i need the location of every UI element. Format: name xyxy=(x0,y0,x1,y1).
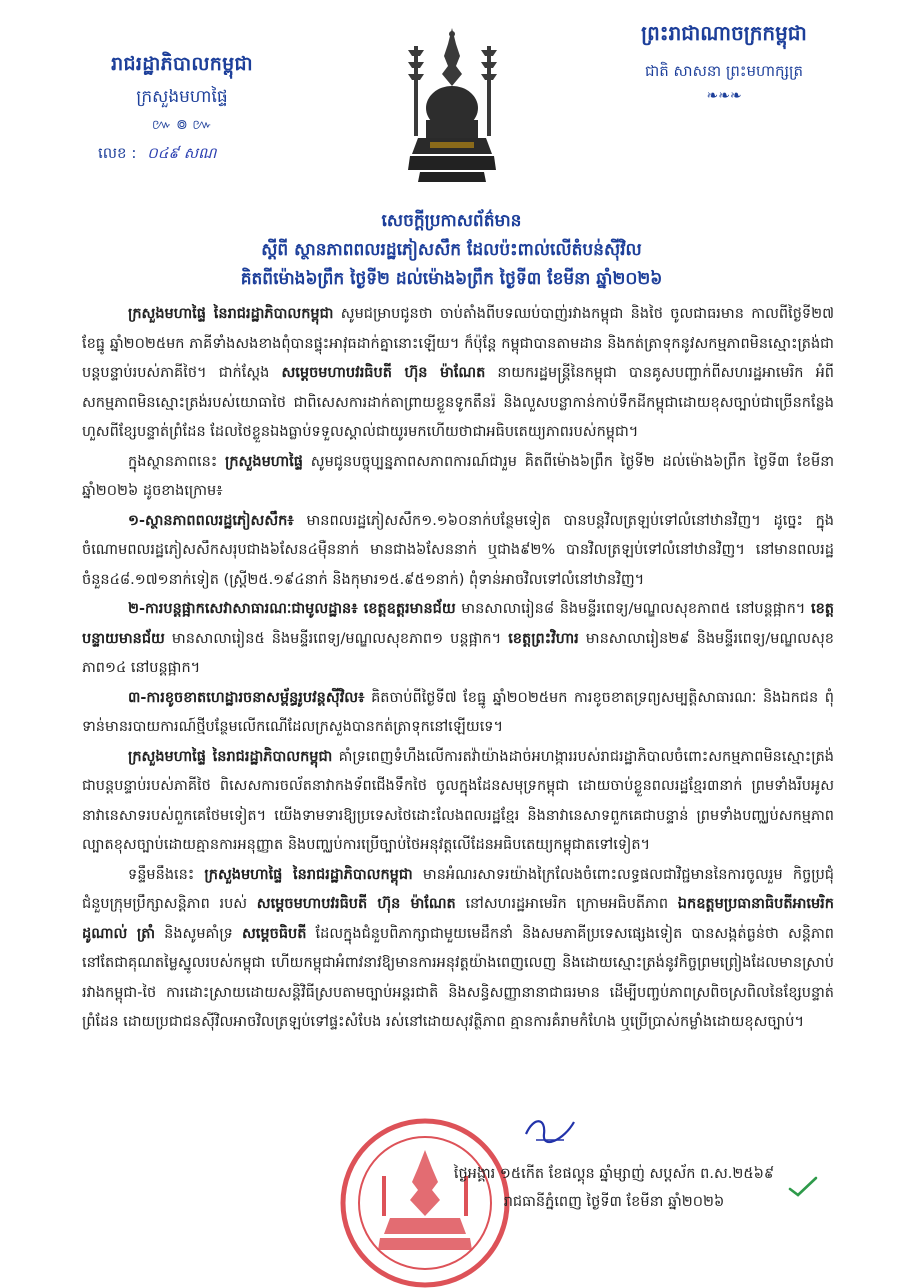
government-name: រាជរដ្ឋាភិបាលកម្ពុជា xyxy=(111,53,253,75)
paragraph-7-bold2: ក្រសួងមហាផ្ទៃ នៃរាជរដ្ឋាភិបាលកម្ពុជា xyxy=(204,866,413,883)
ministry-name: ក្រសួងមហាផ្ទៃ xyxy=(136,87,228,107)
paragraph-1-text: សូមជម្រាបជូនថា ចាប់តាំងពីបទឈប់បាញ់រវាងកម្ពុជា និងថៃ ចូលជាធរមាន កាលពីថ្ងៃទី២៧ ខែធ្នូ ឆ្នាំ២០២៥មក ភាគីទាំងសងខាងពុំបានផ្ទុះអាវុធដាក់គ្នានោះឡើយ។ ក៏ប៉ុន្តែ កម្ពុជាបានតាមដាន និងកត់ត្រាទុកនូវសកម្មភាពមិនស្មោះត្រង់ជាបន្តបន្ទាប់របស់ភាគីថៃ។ ជាក់ស្តែង xyxy=(82,306,834,381)
paragraph-6-lead: ក្រសួងមហាផ្ទៃ នៃរាជរដ្ឋាភិបាលកម្ពុជា xyxy=(128,748,333,765)
paragraph-2-bold: ក្រសួងមហាផ្ទៃ xyxy=(225,453,303,470)
paragraph-4-text3: មានសាលារៀន២៩ និងមន្ទីរពេទ្យ/មណ្ឌលសុខភាព១៤ នៅបន្តផ្អាក។ xyxy=(82,630,834,676)
paragraph-5-text: គិតចាប់ពីថ្ងៃទី៧ ខែធ្នូ ឆ្នាំ២០២៥មក ការខូចខាតទ្រព្យសម្បត្តិសាធារណៈ និងឯកជន ពុំទាន់មានរបាយការណ៍ថ្មីបន្ថែមលើកណើដែលក្រសួងបានកត់ត្រាទុកនៅឡើយទេ។ xyxy=(82,689,834,735)
paragraph-5 xyxy=(82,684,834,743)
paragraph-7-lead: ទន្ទឹមនឹងនេះ xyxy=(128,866,205,883)
solar-date: រាជធានីភ្នំពេញ ថ្ងៃទី៣ ខែមីនា ឆ្នាំ២០២៦ xyxy=(503,1194,725,1210)
document-body xyxy=(82,300,834,1038)
motto-ornament: ❧❧❧ xyxy=(706,88,742,104)
paragraph-4-text: មានសាលារៀន៨ និងមន្ទីរពេទ្យ/មណ្ឌលសុខភាព៥ នៅបន្តផ្អាក។ xyxy=(455,601,811,617)
title-line-2: ស្តីពី ស្ថានភាពពលរដ្ឋភៀសសឹក ដែលប៉ះពាល់លើតំបន់ស៊ីវិល xyxy=(261,240,642,260)
paragraph-2-lead: ក្នុងស្ថានភាពនេះ xyxy=(128,453,226,470)
paragraph-4 xyxy=(82,595,834,684)
paragraph-7-bold5: សម្តេចធិបតី xyxy=(242,925,307,942)
paragraph-7-text4: ដែលក្នុងជំនួបពិភាក្សាជាមួយមេដឹកនាំ និងសមភាគីប្រទេសផ្សេងទៀត បានសង្កត់ធ្ងន់ថា សន្តិភាពនៅតែជាគុណតម្លៃស្នូលរបស់កម្ពុជា ហើយកម្ពុជាអំពាវនាវឱ្យមានការអនុវត្តយ៉ាងពេញលេញ និងដោយស្មោះត្រង់នូវកិច្ចព្រមព្រៀងដែលមានស្រាប់រវាងកម្ពុជា-ថៃ ការដោះស្រាយដោយសន្តិវិធីស្របតាមច្បាប់អន្តរជាតិ និងសន្ធិសញ្ញានានាជាធរមាន ដើម្បីបញ្ចប់ភាពស្រពិចស្រពិលនៃខ្សែបន្ទាត់ព្រំដែន ដោយប្រជាជនស៊ីវិលអាចវិលត្រឡប់ទៅផ្ទះសំបែង រស់នៅដោយសុវត្ថិភាព គ្មានការគំរាមកំហែង ឬប្រើប្រាស់កម្លាំងដោយខុសច្បាប់។ xyxy=(82,925,834,1030)
header-right xyxy=(589,20,859,104)
paragraph-2 xyxy=(82,448,834,507)
reference-number xyxy=(82,144,282,166)
title-line-3: គិតពីម៉ោង៦ព្រឹក ថ្ងៃទី២ ដល់ម៉ោង៦ព្រឹក ថ្ងៃទី៣ ខែមីនា ឆ្នាំ២០២៦ xyxy=(240,269,663,289)
paragraph-7-text2: នៅសហរដ្ឋអាមេរិក ក្រោមអធិបតីភាព xyxy=(455,896,678,912)
paragraph-2-text: សូមជូនបច្ចុប្បន្នភាពសភាពការណ៍ជារួម គិតពីម៉ោង៦ព្រឹក ថ្ងៃទី២ ដល់ម៉ោង៦ព្រឹក ថ្ងៃទី៣ ខែមីនា ឆ្នាំ២០២៦ ដូចខាងក្រោម៖ xyxy=(82,453,834,499)
paragraph-3-lead: ១-ស្ថានភាពពលរដ្ឋភៀសសឹក៖ xyxy=(128,512,294,529)
paragraph-6 xyxy=(82,743,834,861)
paragraph-7-text: មានអំណរសាទរយ៉ាងក្រៃលែងចំពោះលទ្ធផលជាវិជ្ជមាននៃការចូលរួម កិច្ចប្រជុំជំនួបក្រុមប្រឹក្សាសន្តិភាព របស់ xyxy=(82,866,834,912)
paragraph-7 xyxy=(82,861,834,1038)
paragraph-4-text2: មានសាលារៀន៥ និងមន្ទីរពេទ្យ/មណ្ឌលសុខភាព១ បន្តផ្អាក។ xyxy=(164,630,509,647)
paragraph-5-lead: ៣-ការខូចខាតហេដ្ឋារចនាសម្ព័ន្ធរូបវន្តស៊ីវិល៖ xyxy=(128,689,365,706)
paragraph-7-bold4: ឯកឧត្តមប្រធានាធិបតីអាមេរិក ដូណាល់ ត្រាំ xyxy=(82,896,834,942)
check-mark-icon xyxy=(788,1175,818,1197)
closing-block xyxy=(404,1160,824,1216)
lunar-date: ថ្ងៃអង្គារ ១៥កើត ខែផល្គុន ឆ្នាំម្សាញ់ សប្តស័ក ព.ស.២៥៦៩ xyxy=(453,1166,775,1182)
royal-emblem-icon xyxy=(400,26,505,186)
paragraph-1-text2: នាយករដ្ឋមន្ត្រីនៃកម្ពុជា បានគូសបញ្ជាក់ពីសហរដ្ឋអាមេរិក អំពីសកម្មភាពមិនស្មោះត្រង់របស់យោធាថៃ ជាពិសេសការដាក់តាព្រាយខ្លួនទូកតឹនរ៉ និងលួសបន្លាកាន់កាប់ទឹកដីកម្ពុជាដោយខុសច្បាប់ជាច្រើនកន្លែង ហួសពីខ្សែបន្ទាត់ព្រំដែន ដែលថៃខ្លួនឯងធ្លាប់ទទួលស្គាល់ជាយូរមកហើយថាជាអធិបតេយ្យភាពរបស់កម្ពុជា។ xyxy=(82,365,834,440)
paragraph-4-bold3: ខេត្តព្រះវិហារ xyxy=(508,630,579,647)
national-motto: ជាតិ សាសនា ព្រះមហាក្សត្រ xyxy=(644,62,804,80)
paragraph-3-text: មានពលរដ្ឋភៀសសឹក១.១៦០នាក់បន្ថែមទៀត បានបន្តវិលត្រឡប់ទៅលំនៅឋានវិញ។ ដូច្នេះ ក្នុងចំណោមពលរដ្ឋភៀសសឹកសរុបជាង៦សែន៤ម៉ឺននាក់ មានជាង៦សែននាក់ ឬជាង៩២% បានវិលត្រឡប់ទៅលំនៅឋានវិញ។ នៅមានពលរដ្ឋចំនួន៤៨.១៧១នាក់ទៀត (ស្ត្រី២៥.១៩៤នាក់ និងកុមារ១៥.៩៥១នាក់) ពុំទាន់អាចវិលទៅលំនៅឋានវិញ។ xyxy=(82,512,834,588)
ref-label: លេខ : xyxy=(98,144,137,162)
paragraph-1-lead: ក្រសួងមហាផ្ទៃ នៃរាជរដ្ឋាភិបាលកម្ពុជា xyxy=(128,306,334,322)
signature-mark xyxy=(520,1110,580,1150)
title-line-1: សេចក្តីប្រកាសព័ត៌មាន xyxy=(381,211,522,231)
header-left xyxy=(82,52,282,166)
paragraph-7-bold3: សម្តេចមហាបវរធិបតី ហ៊ុន ម៉ាណែត xyxy=(256,896,456,912)
paragraph-3 xyxy=(82,507,834,596)
paragraph-7-text3: និងសូមគាំទ្រ xyxy=(155,925,242,942)
header-ornament: ៚ ៙ ៚ xyxy=(151,117,213,133)
paragraph-1 xyxy=(82,300,834,448)
paragraph-6-text: គាំទ្រពេញទំហឹងលើការតវ៉ាយ៉ាងដាច់អហង្ការរបស់រាជរដ្ឋាភិបាលចំពោះសកម្មភាពមិនស្មោះត្រង់ជាបន្តបន្ទាប់របស់ភាគីថៃ ពិសេសការចល័តនាវាកងទ័ពជើងទឹកថៃ ចូលក្នុងដែនសមុទ្រកម្ពុជា ដោយចាប់ខ្លួនពលរដ្ឋខ្មែរ៣នាក់ ព្រមទាំងរឹបអូសនាវានេសាទរបស់ពួកគេថែមទៀត។ យើងទាមទារឱ្យប្រទេសថៃដោះលែងពលរដ្ឋខ្មែរ និងនាវានេសាទពួកគេជាបន្ទាន់ ព្រមទាំងបញ្ឈប់សកម្មភាពល្បាតខុសច្បាប់ដោយគ្មានការអនុញ្ញាត និងបញ្ឈប់ការប្រើច្បាប់ថៃអនុវត្តលើដែនអធិបតេយ្យកម្ពុជាតទៅទៀត។ xyxy=(82,748,834,853)
kingdom-name: ព្រះរាជាណាចក្រកម្ពុជា xyxy=(641,21,807,45)
paragraph-4-bold2: ខេត្តបន្ទាយមានជ័យ xyxy=(82,601,834,647)
document-title xyxy=(60,210,843,293)
paragraph-1-bold: សម្តេចមហាបវរធិបតី ហ៊ុន ម៉ាណែត xyxy=(281,365,486,381)
paragraph-4-lead: ២-ការបន្តផ្អាកសេវាសាធារណៈជាមូលដ្ឋាន៖ ខេត្តឧត្តរមានជ័យ xyxy=(128,601,456,617)
ref-number-value: ០៤៩ សណ xyxy=(147,144,217,162)
